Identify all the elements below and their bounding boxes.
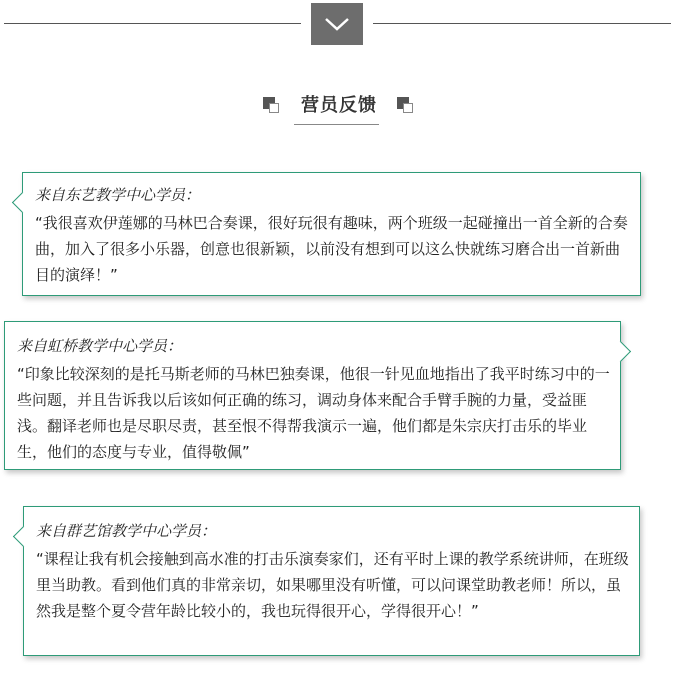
heading-decor-right-icon [397, 97, 413, 113]
testimonial-card-1 [22, 172, 641, 296]
testimonial-author: 来自虹桥教学中心学员： [17, 337, 183, 355]
heading-decor-left-icon [263, 97, 279, 113]
testimonial-author: 来自群艺馆教学中心学员： [36, 522, 217, 540]
testimonial-quote: “我很喜欢伊莲娜的马林巴合奏课，很好玩很有趣味，两个班级一起碰撞出一首全新的合奏曲，加入了很多小乐器，创意也很新颖，以前没有想到可以这么快就练习磨合出一首新曲目的演绎！” [35, 214, 628, 284]
section-title: 营员反馈 [301, 95, 377, 116]
testimonial-quote: “课程让我有机会接触到高水准的打击乐演奏家们，还有平时上课的教学系统讲师，在班级里当助教。看到他们真的非常亲切，如果哪里没有听懂，可以问课堂助教老师！所以，虽然我是整个夏令营年龄比较小的，我也玩得很开心，学得很开心！” [36, 550, 629, 620]
top-divider-left [4, 23, 301, 24]
top-divider-right [373, 23, 671, 24]
testimonial-quote: “印象比较深刻的是托马斯老师的马林巴独奏课，他很一针见血地指出了我平时练习中的一些问题，并且告诉我以后该如何正确的练习，调动身体来配合手臂手腕的力量，受益匪浅。翻译老师也是尽职尽责，甚至恨不得帮我演示一遍，他们都是朱宗庆打击乐的毕业生，他们的态度与专业，值得敬佩” [17, 365, 610, 461]
testimonial-author: 来自东艺教学中心学员： [35, 186, 201, 204]
testimonial-card-3 [23, 506, 640, 656]
section-heading [0, 88, 677, 124]
speech-tail-icon [610, 341, 631, 362]
chevron-down-icon [324, 16, 350, 32]
speech-tail-icon [12, 192, 33, 213]
expand-toggle-button[interactable] [311, 3, 363, 45]
speech-tail-icon [13, 526, 34, 547]
testimonial-card-2 [4, 321, 621, 470]
heading-underline [294, 124, 379, 125]
